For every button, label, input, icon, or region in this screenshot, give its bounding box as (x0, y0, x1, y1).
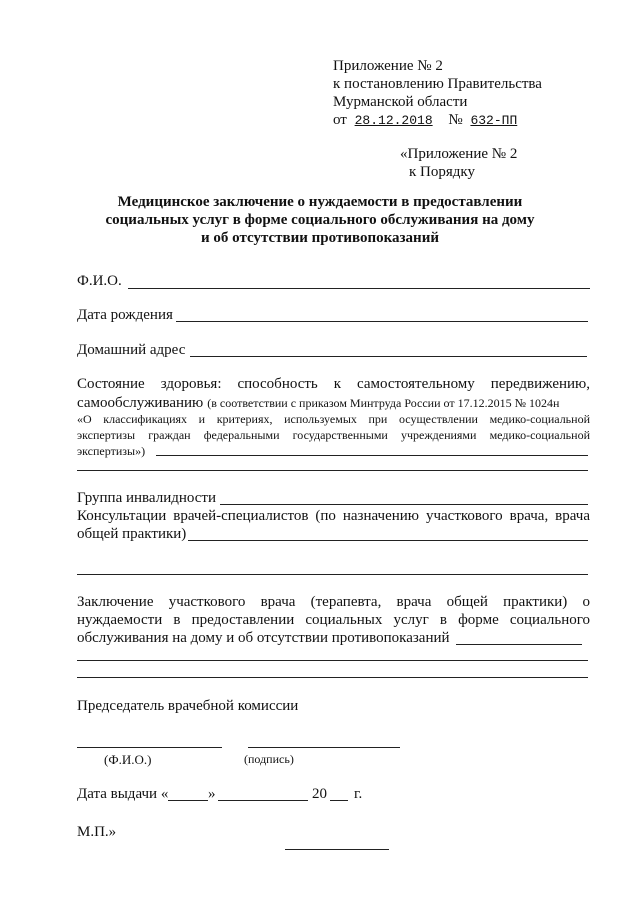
resolution-date: 28.12.2018 (354, 113, 433, 128)
birth-date-field-line (176, 321, 588, 322)
conclusion-line1: Заключение участкового врача (терапевта, врача общей практики) о (77, 594, 590, 610)
consult-field-line1 (188, 540, 588, 541)
issue-date-label: Дата выдачи « (77, 786, 169, 802)
doc-title-line1: Медицинское заключение о нуждаемости в предоставлении (117, 194, 523, 210)
issue-day-line (168, 800, 208, 801)
address-field-line (190, 356, 587, 357)
health-field-line1 (156, 455, 588, 456)
disability-group-label: Группа инвалидности (77, 490, 217, 506)
consult-line1: Консультации врачей-специалистов (по назначению участкового врача, врача (77, 508, 590, 524)
issue-year-suffix: г. (354, 786, 363, 802)
health-line3: «О классификациях и критериях, используемых при осуществлении медико-социальной (77, 412, 590, 426)
stamp-label: М.П.» (77, 824, 117, 840)
consult-line2: общей практики) (77, 526, 187, 542)
sub-appendix: «Приложение № 2 (400, 146, 518, 162)
conclusion-line2: нуждаемости в предоставлении социальных услуг в форме социального (77, 612, 590, 628)
fio-label: Ф.И.О. (77, 273, 122, 289)
health-line5: экспертизы») (77, 444, 146, 458)
chairman-sign-line (248, 747, 400, 748)
conclusion-line3: обслуживания на дому и об отсутствии противопоказаний (77, 630, 450, 646)
sub-order: к Порядку (409, 164, 475, 180)
health-line2-main: самообслуживанию (77, 395, 204, 411)
conclusion-field-line3 (77, 677, 588, 678)
fio-caption: (Ф.И.О.) (104, 752, 152, 767)
health-line2 (77, 394, 559, 412)
address-label: Домашний адрес (77, 342, 186, 358)
number-label: № (448, 112, 463, 128)
doc-title-line3: и об отсутствии противопоказаний (201, 230, 439, 246)
sign-caption: (подпись) (244, 752, 294, 766)
appendix-title: Приложение № 2 (333, 58, 443, 74)
health-line2-small: (в соответствии с приказом Минтруда России от 17.12.2015 № 1024н (207, 396, 560, 410)
closing-divider (285, 849, 389, 850)
issue-year-line (330, 800, 348, 801)
health-line1: Состояние здоровья: способность к самостоятельному передвижению, (77, 376, 590, 392)
conclusion-field-line2 (77, 660, 588, 661)
consult-field-line2 (77, 574, 588, 575)
issue-month-line (218, 800, 308, 801)
conclusion-field-line1 (456, 644, 582, 645)
fio-field-line (128, 288, 590, 289)
chairman-fio-line (77, 747, 222, 748)
doc-title-line2: социальных услуг в форме социального обслуживания на дому (105, 212, 535, 228)
from-label: от (333, 112, 347, 128)
issue-year-prefix: 20 (312, 786, 327, 802)
resolution-number: 632-ПП (470, 113, 518, 128)
chairman-label: Председатель врачебной комиссии (77, 698, 299, 714)
health-line4: экспертизы граждан федеральными государственными учреждениями медико-социальной (77, 428, 590, 442)
resolution-ref: к постановлению Правительства (333, 76, 542, 92)
issue-quote-close: » (208, 786, 216, 802)
region-name: Мурманской области (333, 94, 468, 110)
resolution-date-line (333, 112, 527, 129)
birth-date-label: Дата рождения (77, 307, 173, 323)
health-field-line2 (77, 470, 588, 471)
disability-group-field-line (220, 504, 588, 505)
